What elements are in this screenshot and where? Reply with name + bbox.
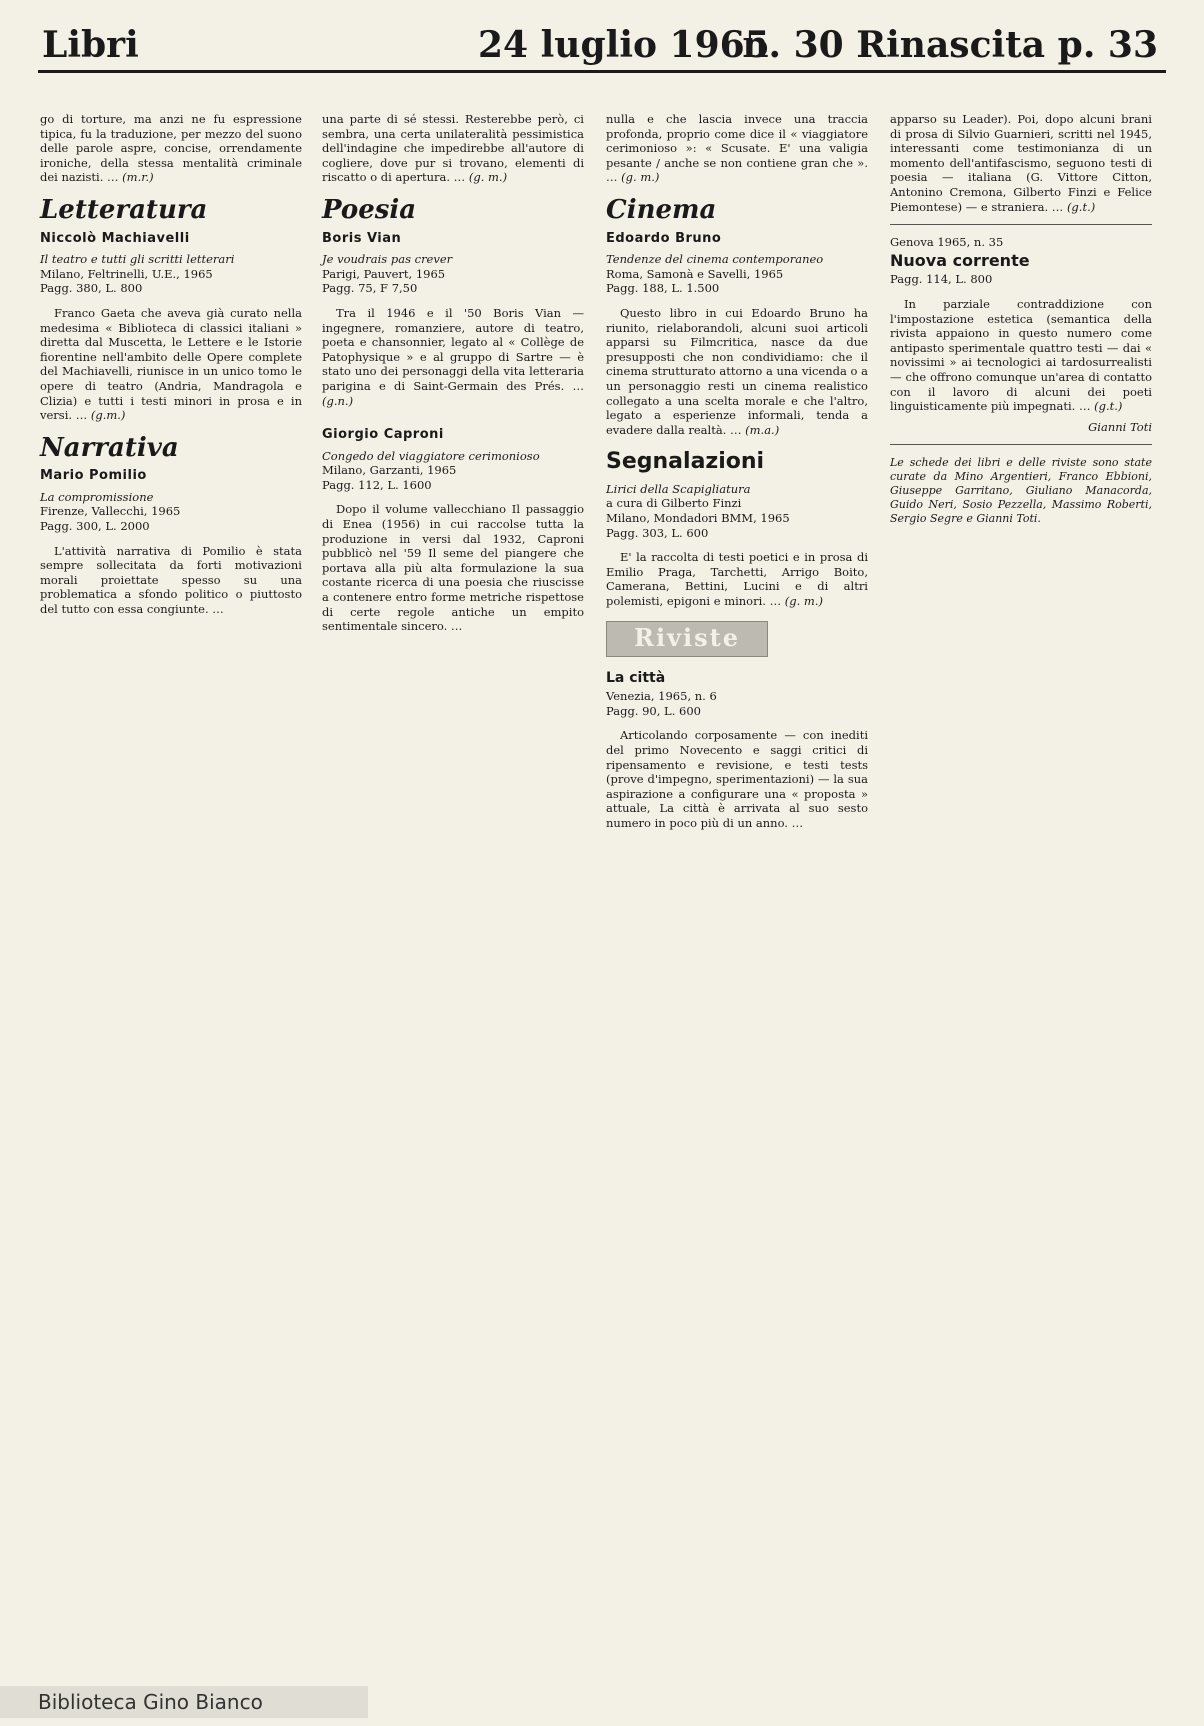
author-pomilio: Mario Pomilio [40, 468, 147, 484]
divider [890, 224, 1152, 225]
journal-la-citta: La città [606, 669, 666, 686]
issue-date: 24 luglio 1965 [478, 24, 770, 66]
issue-page: n. 30 Rinascita p. 33 [742, 24, 1158, 66]
book-publisher: Parigi, Pauvert, 1965 [322, 266, 446, 281]
col4-top-text: apparso su Leader). Poi, dopo alcuni brani di prosa di Silvio Guarnieri, scritti nel 1945, interessanti come testimonianza di un momento dell'antifascismo, seguono testi di poesia — italiana (G. Vittore Citton, Antonino Cremona, Gilberto Finzi e Felice Piemontese) — e straniera. … (g.t.) [890, 112, 1152, 214]
book-pages: Pagg. 303, L. 600 [606, 525, 709, 540]
author-vian: Boris Vian [322, 230, 402, 246]
section-poesia: Poesia [322, 194, 417, 225]
section-letteratura: Letteratura [40, 194, 208, 225]
section-cinema: Cinema [606, 194, 717, 225]
section-label: Libri [42, 24, 139, 66]
col2-top-text: una parte di sé stessi. Resterebbe però, ci sembra, una certa unilateralità pessimistica dell'indagine che impedirebbe all'autore di cogliere, dove pur si trovano, elementi di riscatto o di apertura. … (g. m.) [322, 112, 584, 185]
column-3 [606, 112, 868, 837]
divider [890, 444, 1152, 445]
book-pages: Pagg. 300, L. 2000 [40, 519, 150, 534]
column-2 [322, 112, 584, 640]
book-editor: a cura di Gilberto Finzi [606, 496, 742, 511]
book-title: La compromissione [40, 489, 154, 504]
journal-issue: Venezia, 1965, n. 6 [606, 689, 717, 704]
author-caproni: Giorgio Caproni [322, 427, 444, 443]
author-machiavelli: Niccolò Machiavelli [40, 230, 190, 246]
book-publisher: Milano, Garzanti, 1965 [322, 463, 457, 478]
book-pages: Pagg. 112, L. 1600 [322, 477, 432, 492]
column-4 [890, 112, 1152, 537]
book-pages: Pagg. 380, L. 800 [40, 281, 143, 296]
library-watermark: Biblioteca Gino Bianco [0, 1686, 368, 1718]
book-title: Tendenze del cinema contemporaneo [606, 252, 824, 267]
book-publisher: Milano, Mondadori BMM, 1965 [606, 511, 790, 526]
journal-place: Genova 1965, n. 35 [890, 235, 1004, 250]
book-title: Lirici della Scapigliatura [606, 481, 751, 496]
review-text: L'attività narrativa di Pomilio è stata sempre sollecitata da forti motivazioni morali proiettate spesso su una problematica a sfondo politico o piuttosto del tutto con essa congiunte. … [40, 543, 302, 617]
book-title: Congedo del viaggiatore cerimonioso [322, 448, 540, 463]
column-1 [40, 112, 302, 623]
riviste-banner: Riviste [606, 621, 768, 657]
review-text: Tra il 1946 e il '50 Boris Vian — ingegnere, romanziere, autore di teatro, poeta e chansonnier, legato al « Collège de Patophysique » e al gruppo di Sartre — è stato uno dei personaggi della vita letteraria parigina e di Saint-Germain des Prés. … (g.n.) [322, 305, 584, 408]
book-publisher: Milano, Feltrinelli, U.E., 1965 [40, 266, 213, 281]
page-header [38, 22, 1166, 73]
journal-nuova-corrente: Nuova corrente [890, 250, 1030, 270]
review-text: E' la raccolta di testi poetici e in prosa di Emilio Praga, Tarchetti, Arrigo Boito, Camerana, Bettini, Lucini e di altri polemisti, epigoni e minori. … (g. m.) [606, 550, 868, 609]
review-text: In parziale contraddizione con l'impostazione estetica (semantica della rivista appaiono in questo numero come antipasto sperimentale quattro testi — dai « novissimi » ai tecnologici ai tardosurrealisti — che offrono comunque un'area di contatto con il lavoro di alcuni dei poeti linguisticamente più impegnati. … (g.t.) [890, 296, 1152, 414]
book-publisher: Roma, Samonà e Savelli, 1965 [606, 266, 784, 281]
review-text: Franco Gaeta che aveva già curato nella medesima « Biblioteca di classici italiani » diretta dal Muscetta, le Lettere e le Istorie fiorentine nell'ambito delle Opere complete del Machiavelli, riunisce in un unico tomo le opere di teatro (Andria, Mandragola e Clizia) e tutti i testi minori in prosa e in versi. … (g.m.) [40, 305, 302, 423]
author-signature: Gianni Toti [1088, 419, 1152, 434]
section-segnalazioni: Segnalazioni [606, 449, 765, 475]
review-text: Articolando corposamente — con inediti del primo Novecento e saggi critici di ripensamento e revisione, e testi tests (prove d'impegno, sperimentazioni) — la sua aspirazione a configurare una « proposta » attuale, La città è arrivata al suo sesto numero in poco più di un anno. … [606, 728, 868, 830]
book-title: Il teatro e tutti gli scritti letterari [40, 252, 235, 267]
author-bruno: Edoardo Bruno [606, 230, 722, 246]
review-text: Questo libro in cui Edoardo Bruno ha riunito, rielaborandoli, alcuni suoi articoli apparsi su Filmcritica, nasce da due presupposti che non condividiamo: che il cinema strutturato attorno a una vicenda o a un personaggio resti un cinema realistico collegato a una scelta morale e che l'altro, legato a esperienze informali, tenda a evadere dalla realtà. … (m.a.) [606, 305, 868, 437]
section-narrativa: Narrativa [40, 432, 179, 463]
col3-top-text: nulla e che lascia invece una traccia profonda, proprio come dice il « viaggiatore cerimonioso »: « Scusate. E' una valigia pesante / anche se non contiene gran che ». … (g. m.) [606, 112, 868, 185]
book-pages: Pagg. 75, F 7,50 [322, 281, 418, 296]
book-pages: Pagg. 188, L. 1.500 [606, 281, 720, 296]
journal-pages: Pagg. 90, L. 600 [606, 703, 701, 718]
journal-pages: Pagg. 114, L. 800 [890, 272, 993, 287]
col1-top-text: go di torture, ma anzi ne fu espressione tipica, fu la traduzione, per mezzo del suono delle parole aspre, concise, orrendamente ironiche, della stessa mentalità criminale dei nazisti. … (m.r.) [40, 112, 302, 185]
book-title: Je voudrais pas crever [322, 252, 453, 267]
review-text: Dopo il volume vallecchiano Il passaggio di Enea (1956) in cui raccolse tutta la produzione in versi dal 1932, Caproni pubblicò nel '59 Il seme del piangere che portava alla più alta formulazione la sua costante ricerca di una poesia che riuscisse a contenere entro forme metriche rispettose di certe regole antiche un empito sentimentale sincero. … [322, 502, 584, 634]
credits-note: Le schede dei libri e delle riviste sono state curate da Mino Argentieri, Franco Ebbioni, Giuseppe Garritano, Giuliano Manacorda, Guido Neri, Sosio Pezzella, Massimo Roberti, Sergio Segre e Gianni Toti. [890, 456, 1152, 526]
book-publisher: Firenze, Vallecchi, 1965 [40, 504, 181, 519]
